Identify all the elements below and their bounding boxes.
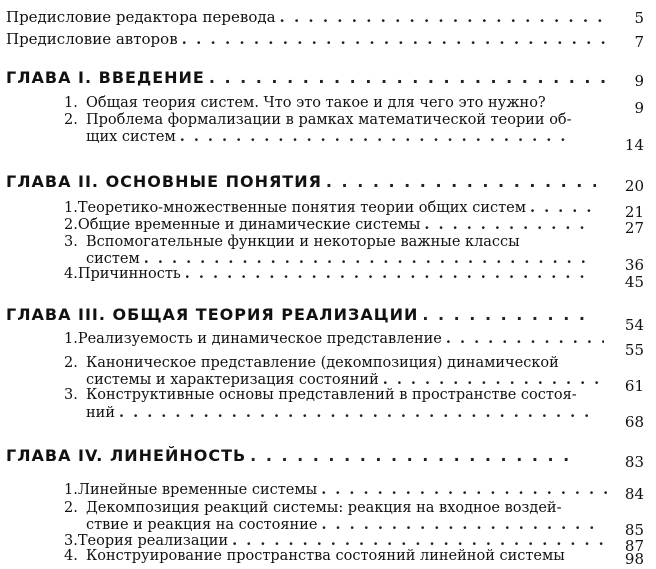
section-number: 2. xyxy=(64,500,78,516)
toc-chapter-1[interactable] xyxy=(6,68,606,87)
toc-chapter-4[interactable] xyxy=(6,446,576,465)
toc-page-number: 27 xyxy=(624,219,644,237)
section-title: Теория реализации xyxy=(77,533,229,549)
section-title-continued: ствие и реакция на состояние xyxy=(86,517,318,533)
section-number: 1. xyxy=(64,331,78,347)
leader-dots xyxy=(246,446,576,465)
section-number: 2. xyxy=(64,217,78,233)
toc-entry-editor-preface[interactable] xyxy=(6,8,606,26)
leader-dots xyxy=(176,128,566,145)
toc-section-3-3[interactable] xyxy=(64,387,577,403)
toc-page-number: 5 xyxy=(634,9,644,27)
section-title: Причинность xyxy=(77,266,181,282)
toc-section-2-3[interactable] xyxy=(64,234,520,250)
section-title: Проблема формализации в рамках математической теории об- xyxy=(86,112,572,128)
toc-section-2-4[interactable] xyxy=(64,265,594,282)
toc-page-number: 68 xyxy=(624,413,644,431)
leader-dots xyxy=(317,516,600,533)
toc-entry-title: Предисловие редактора перевода xyxy=(6,8,276,26)
toc-page-number: 21 xyxy=(624,203,644,221)
section-number: 4. xyxy=(64,548,78,564)
chapter-heading: ГЛАВА II. ОСНОВНЫЕ ПОНЯТИЯ xyxy=(6,172,322,191)
section-title: Вспомогательные функции и некоторые важные классы xyxy=(86,234,520,250)
leader-dots xyxy=(317,481,612,498)
toc-section-2-1[interactable] xyxy=(64,199,594,216)
leader-dots xyxy=(178,30,606,48)
toc-page-number: 98 xyxy=(624,550,644,568)
section-number: 1. xyxy=(64,482,78,498)
toc-chapter-2[interactable] xyxy=(6,172,596,191)
toc-page-number: 45 xyxy=(624,273,644,291)
section-title: Декомпозиция реакций системы: реакция на входное воздей- xyxy=(86,500,562,516)
toc-page-number: 87 xyxy=(624,537,644,555)
section-title-continued: систем xyxy=(86,251,140,267)
leader-dots xyxy=(322,172,596,191)
toc-section-3-2[interactable] xyxy=(64,355,559,371)
leader-dots xyxy=(181,265,594,282)
chapter-heading: ГЛАВА III. ОБЩАЯ ТЕОРИЯ РЕАЛИЗАЦИИ xyxy=(6,305,419,324)
toc-page-number: 83 xyxy=(624,453,644,471)
toc-page-number: 61 xyxy=(624,377,644,395)
section-number: 3. xyxy=(64,234,78,250)
section-number: 3. xyxy=(64,533,78,549)
section-title-continued: системы и характеризация состояний xyxy=(86,372,379,388)
section-number: 3. xyxy=(64,387,78,403)
leader-dots xyxy=(379,371,598,388)
leader-dots xyxy=(420,216,594,233)
toc-page-number: 7 xyxy=(634,33,644,51)
toc-section-3-2-continued[interactable] xyxy=(86,371,598,388)
section-title: Каноническое представление (декомпозиция) динамической xyxy=(86,355,559,371)
section-number: 1. xyxy=(64,200,78,216)
section-title: Линейные временные системы xyxy=(77,482,318,498)
toc-section-4-4[interactable] xyxy=(64,548,565,564)
toc-section-1-2[interactable] xyxy=(64,112,572,128)
toc-page-number: 85 xyxy=(624,521,644,539)
toc-page-number: 54 xyxy=(624,316,644,334)
toc-page-number: 84 xyxy=(624,485,644,503)
leader-dots xyxy=(526,199,594,216)
section-title-continued: ний xyxy=(86,405,115,421)
toc-page-number: 9 xyxy=(634,72,644,90)
leader-dots xyxy=(276,8,606,26)
section-number: 2. xyxy=(64,355,78,371)
chapter-heading: ГЛАВА IV. ЛИНЕЙНОСТЬ xyxy=(6,446,247,465)
leader-dots xyxy=(228,532,612,549)
chapter-heading: ГЛАВА I. ВВЕДЕНИЕ xyxy=(6,68,205,87)
leader-dots xyxy=(115,404,598,421)
toc-section-3-1[interactable] xyxy=(64,330,604,347)
section-number: 1. xyxy=(64,95,78,111)
section-title: Конструирование пространства состояний линейной системы xyxy=(86,548,565,564)
toc-section-1-1[interactable] xyxy=(64,95,546,111)
section-title-continued: щих систем xyxy=(86,129,176,145)
toc-section-4-3[interactable] xyxy=(64,532,612,549)
section-number: 2. xyxy=(64,112,78,128)
toc-chapter-3[interactable] xyxy=(6,305,586,324)
toc-section-3-3-continued[interactable] xyxy=(86,404,598,421)
toc-entry-title: Предисловие авторов xyxy=(6,30,178,48)
toc-page-number: 14 xyxy=(624,136,644,154)
section-title: Общая теория систем. Что это такое и для чего это нужно? xyxy=(86,95,546,111)
section-number: 4. xyxy=(64,266,78,282)
section-title: Реализуемость и динамическое представление xyxy=(77,331,442,347)
section-title: Конструктивные основы представлений в пространстве состоя- xyxy=(86,387,577,403)
toc-section-4-2-continued[interactable] xyxy=(86,516,600,533)
toc-section-1-2-continued[interactable] xyxy=(86,128,566,145)
leader-dots xyxy=(442,330,604,347)
leader-dots xyxy=(205,68,606,87)
toc-section-4-1[interactable] xyxy=(64,481,612,498)
toc-page-number: 55 xyxy=(624,341,644,359)
section-title: Теоретико-множественные понятия теории общих систем xyxy=(77,200,526,216)
toc-entry-authors-preface[interactable] xyxy=(6,30,606,48)
toc-section-2-2[interactable] xyxy=(64,216,594,233)
toc-page-number: 36 xyxy=(624,256,644,274)
toc-page-number: 20 xyxy=(624,177,644,195)
toc-page-number: 9 xyxy=(634,99,644,117)
section-title: Общие временные и динамические системы xyxy=(77,217,421,233)
leader-dots xyxy=(418,305,586,324)
toc-section-4-2[interactable] xyxy=(64,500,562,516)
